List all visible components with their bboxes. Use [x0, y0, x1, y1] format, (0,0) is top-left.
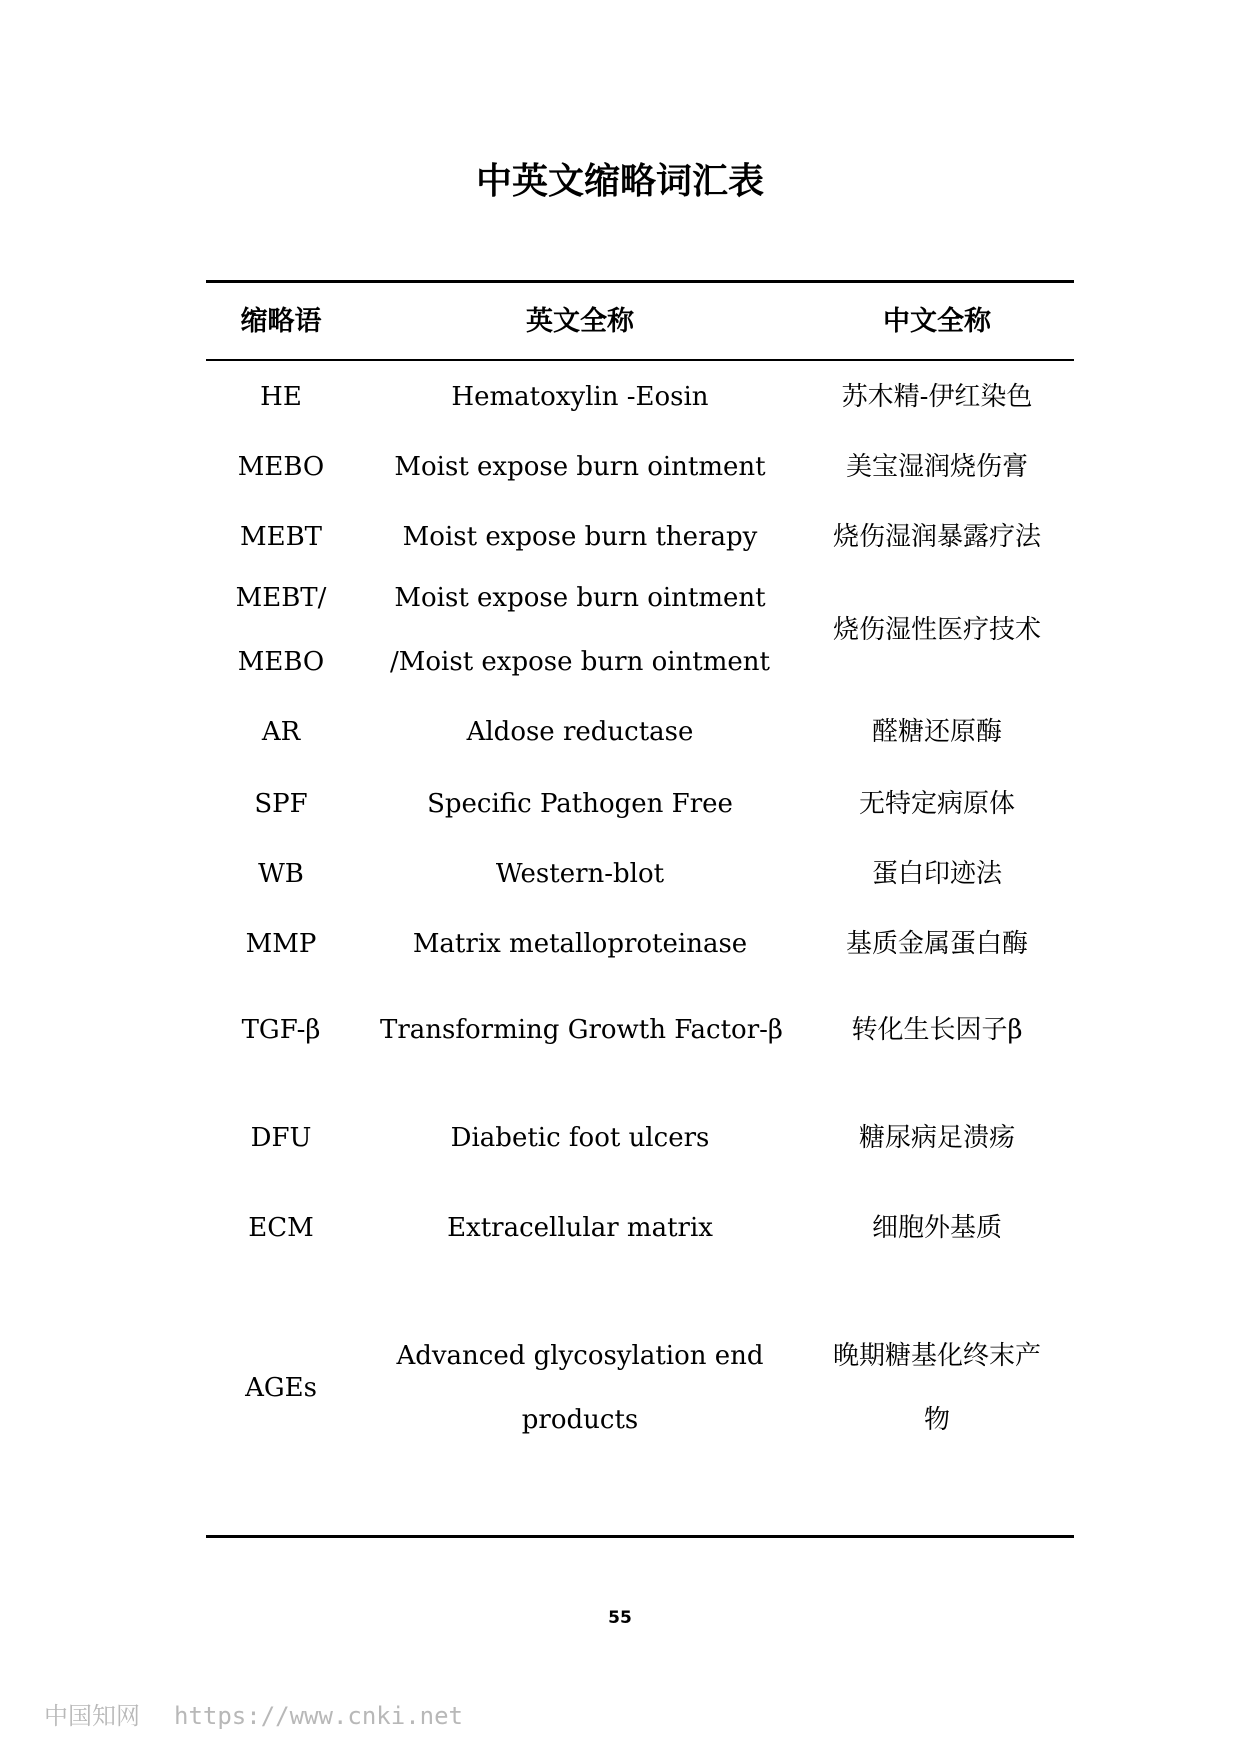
english-name-cell: [380, 379, 780, 415]
cell-line: 糖尿病足溃疡: [858, 1123, 1015, 1153]
english-name-cell: [380, 449, 780, 485]
abbreviation-cell: [206, 786, 356, 822]
cell-line: AR: [261, 717, 301, 747]
cell-line: Moist expose burn therapy: [402, 522, 758, 552]
cell-line: 蛋白印迹法: [871, 859, 1002, 889]
cell-line: MEBT/: [235, 583, 327, 613]
cell-line: WB: [258, 859, 304, 889]
english-name-cell: [380, 856, 780, 892]
english-name-cell: [380, 519, 780, 555]
chinese-name-cell: [800, 612, 1074, 648]
table-bottom-rule: [206, 1535, 1074, 1538]
english-name-cell: [380, 786, 780, 822]
cell-line: 烧伤湿润暴露疗法: [832, 522, 1041, 552]
cell-line: Western-blot: [495, 859, 665, 889]
chinese-name-cell: [800, 856, 1074, 892]
cell-line: 醛糖还原酶: [871, 717, 1002, 747]
cell-line: 晚期糖基化终末产: [832, 1341, 1041, 1371]
english-name-cell: [380, 580, 780, 680]
header-chinese-full-name: 中文全称: [883, 306, 991, 337]
watermark-url: https://www.cnki.net: [174, 1702, 463, 1730]
abbreviation-cell: [206, 856, 356, 892]
cell-line: 细胞外基质: [871, 1213, 1002, 1243]
cell-line: products: [521, 1405, 639, 1435]
abbreviation-cell: [206, 714, 356, 750]
cell-line: 烧伤湿性医疗技术: [832, 615, 1041, 645]
page-number: 55: [608, 1608, 632, 1628]
abbreviation-cell: [206, 379, 356, 415]
abbreviation-cell: [206, 449, 356, 485]
cell-line: SPF: [254, 789, 308, 819]
abbreviation-cell: [206, 580, 356, 680]
cell-line: HE: [260, 382, 302, 412]
cell-line: Hematoxylin -Eosin: [451, 382, 709, 412]
cell-line: Diabetic foot ulcers: [450, 1123, 710, 1153]
english-name-cell: [380, 1120, 780, 1156]
table-header-rule: [206, 359, 1074, 361]
header-abbreviation: 缩略语: [240, 306, 322, 337]
page-title: 中英文缩略词汇表: [475, 161, 764, 202]
cell-line: Moist expose burn ointment: [394, 452, 766, 482]
cell-line: Advanced glycosylation end: [396, 1341, 764, 1371]
cell-line: AGEs: [245, 1373, 317, 1403]
english-name-cell: [380, 1012, 783, 1048]
cell-line: MEBO: [237, 452, 325, 482]
header-english-full-name: 英文全称: [526, 306, 634, 337]
abbreviation-cell: [206, 1120, 356, 1156]
cnki-watermark: [44, 1696, 463, 1731]
cell-line: Matrix metalloproteinase: [412, 929, 748, 959]
english-name-cell: [380, 926, 780, 962]
chinese-name-cell: [800, 926, 1074, 962]
chinese-name-cell: [800, 786, 1074, 822]
abbreviation-cell: [206, 1012, 356, 1048]
watermark-brand: 中国知网: [44, 1702, 140, 1730]
cell-line: 苏木精-伊红染色: [841, 382, 1033, 412]
cell-line: Extracellular matrix: [447, 1213, 713, 1243]
table-top-rule: [206, 280, 1074, 283]
cell-line: ECM: [248, 1213, 314, 1243]
chinese-name-cell: [800, 1120, 1074, 1156]
chinese-name-cell: [800, 449, 1074, 485]
cell-line: Specific Pathogen Free: [427, 789, 733, 819]
english-name-cell: [380, 1210, 780, 1246]
cell-line: 美宝湿润烧伤膏: [845, 452, 1028, 482]
abbreviation-cell: [206, 926, 356, 962]
cell-line: TGF-β: [241, 1015, 321, 1045]
abbreviation-cell: [206, 519, 356, 555]
chinese-name-cell: [800, 714, 1074, 750]
abbreviation-cell: [206, 1210, 356, 1246]
chinese-name-cell: [800, 379, 1074, 415]
cell-line: Moist expose burn ointment: [394, 583, 766, 613]
cell-line: DFU: [250, 1123, 312, 1153]
cell-line: MEBT: [239, 522, 323, 552]
abbreviation-cell: [206, 1370, 356, 1406]
chinese-name-cell: [800, 519, 1074, 555]
chinese-name-cell: [800, 1012, 1074, 1048]
chinese-name-cell: [800, 1338, 1074, 1438]
cell-line: MEBO: [237, 647, 325, 677]
cell-line: MMP: [245, 929, 317, 959]
cell-line: Aldose reductase: [466, 717, 694, 747]
cell-line: Transforming Growth Factor-β: [380, 1015, 783, 1045]
cell-line: 无特定病原体: [858, 789, 1015, 819]
chinese-name-cell: [800, 1210, 1074, 1246]
cell-line: 转化生长因子β: [851, 1015, 1023, 1045]
cell-line: 基质金属蛋白酶: [845, 929, 1028, 959]
cell-line: /Moist expose burn ointment: [390, 647, 770, 677]
english-name-cell: [380, 714, 780, 750]
english-name-cell: [380, 1338, 780, 1438]
cell-line: 物: [923, 1405, 950, 1435]
